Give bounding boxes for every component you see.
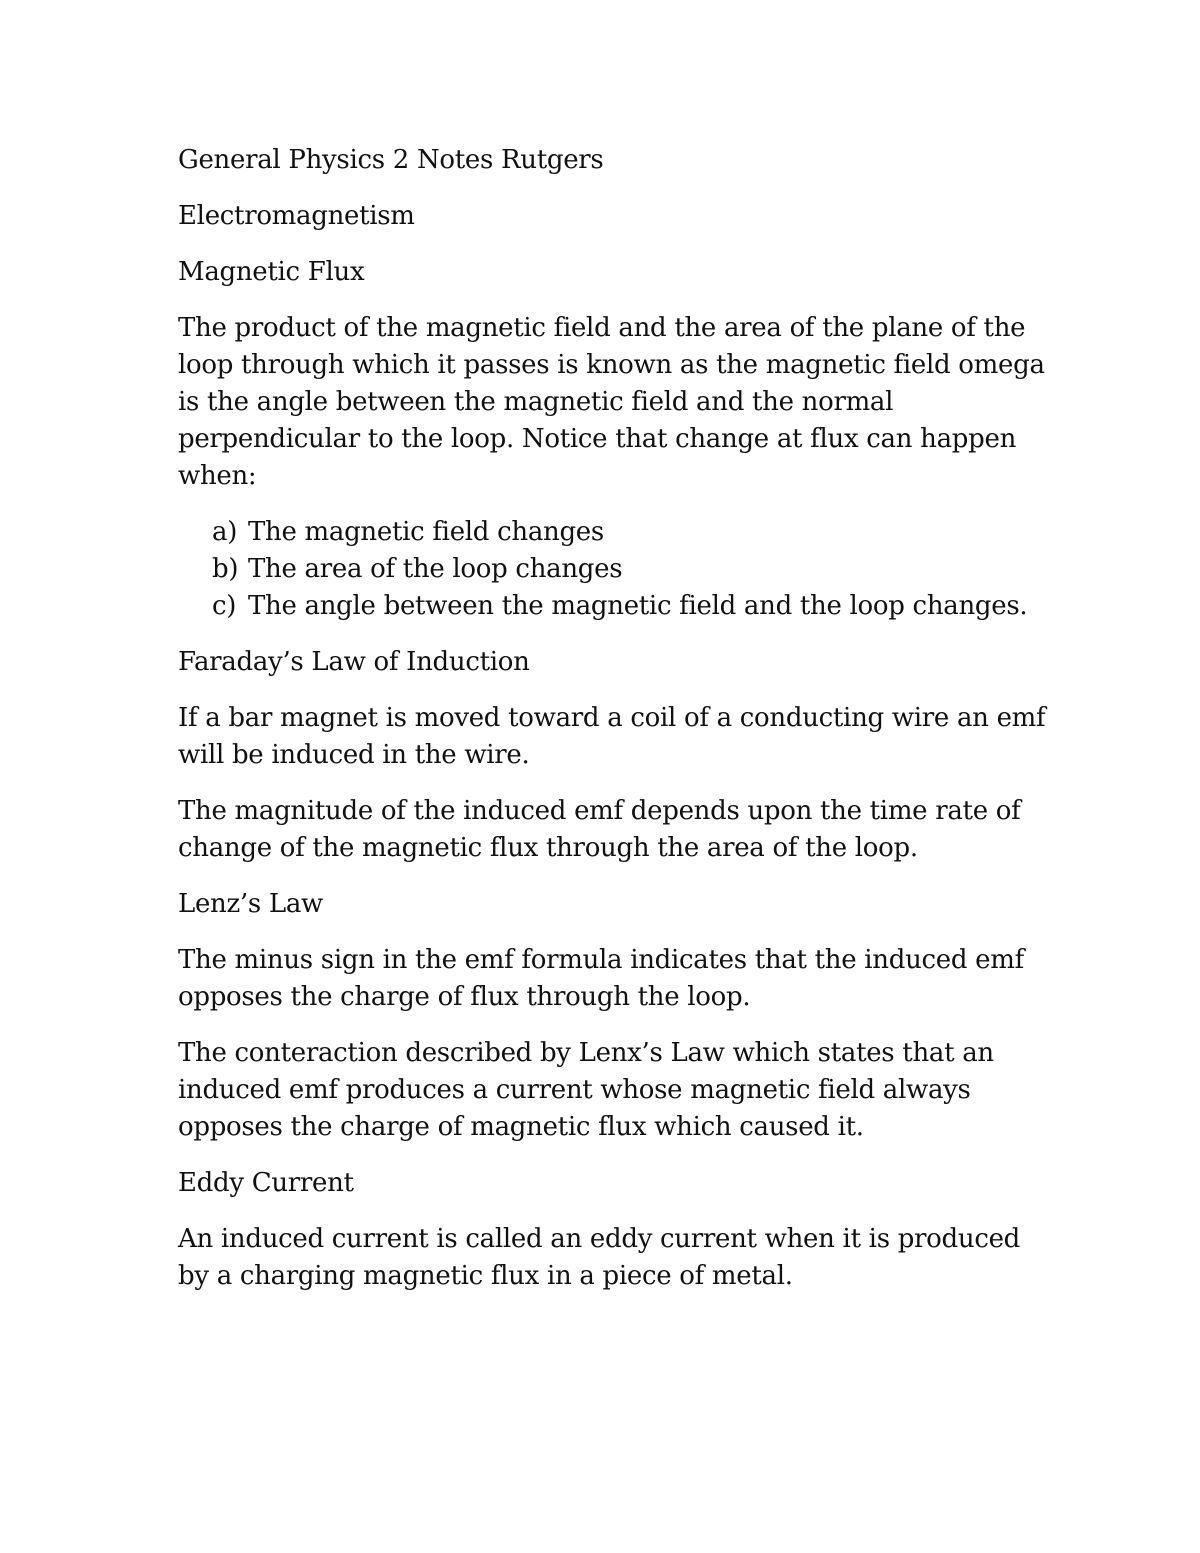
paragraph-faraday-2: The magnitude of the induced emf depends upon the time rate of change of the magnetic flux through the area of the loop. [178,796,1021,863]
list-marker: c) [212,591,237,621]
list-item [212,514,1048,551]
heading-magnetic-flux: Magnetic Flux [178,257,365,287]
flux-change-list [178,514,1048,625]
list-item [212,551,1048,588]
list-item-text: The area of the loop changes [248,554,623,584]
heading-lenzs-law: Lenz’s Law [178,889,323,919]
list-item [212,588,1048,625]
paragraph-lenz-1: The minus sign in the emf formula indicates that the induced emf opposes the charge of flux through the loop. [178,945,1024,1012]
list-item-text: The angle between the magnetic field and the loop changes. [248,591,1028,621]
list-marker: b) [212,554,239,584]
list-item-text: The magnetic field changes [248,517,604,547]
list-marker: a) [212,517,238,547]
heading-eddy-current: Eddy Current [178,1168,354,1198]
paragraph-lenz-2: The conteraction described by Lenx’s Law which states that an induced emf produces a current whose magnetic field always opposes the charge of magnetic flux which caused it. [178,1038,994,1142]
paragraph-eddy-1: An induced current is called an eddy current when it is produced by a charging magnetic flux in a piece of metal. [178,1224,1021,1291]
document-title: General Physics 2 Notes Rutgers [178,145,604,175]
paragraph-magnetic-flux: The product of the magnetic field and the area of the plane of the loop through which it passes is known as the magnetic field omega is the angle between the magnetic field and the normal perpendicular to the loop. Notice that change at flux can happen when: [178,313,1045,491]
paragraph-faraday-1: If a bar magnet is moved toward a coil of a conducting wire an emf will be induced in the wire. [178,703,1046,770]
section-heading-electromagnetism: Electromagnetism [178,201,415,231]
heading-faradays-law: Faraday’s Law of Induction [178,647,530,677]
document-body [178,142,1048,1314]
